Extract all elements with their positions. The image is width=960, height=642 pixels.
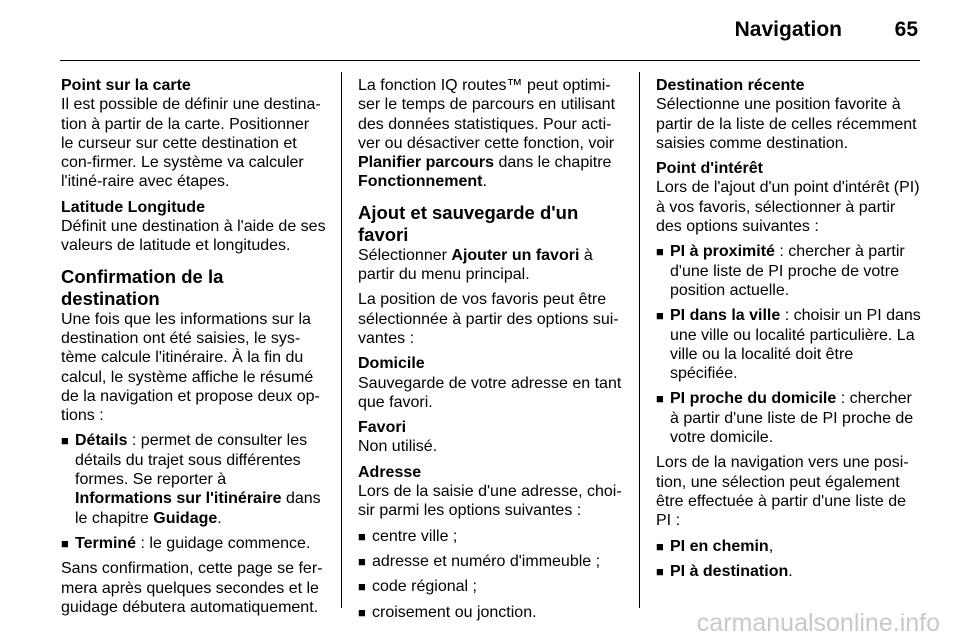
punctuation: , bbox=[768, 537, 774, 555]
bullet-icon: ■ bbox=[358, 528, 366, 544]
bullet-icon: ■ bbox=[358, 579, 366, 595]
bullet-list bbox=[656, 537, 921, 582]
list-item bbox=[358, 603, 623, 622]
paragraph: La position de vos favoris peut être sélectionnée à partir des options sui-vantes : bbox=[358, 291, 619, 347]
bullet-icon: ■ bbox=[656, 563, 664, 579]
item-text: : choisir un PI dans une ville ou localité particulière. La ville ou la localité doit être spécifiée. bbox=[670, 307, 921, 383]
section-heading: Ajout et sauvegarde d'un favori bbox=[358, 201, 579, 245]
subheading: Latitude Longitude bbox=[61, 198, 205, 216]
section-point-interet bbox=[656, 159, 921, 447]
section-lat-long bbox=[61, 198, 326, 256]
column-3 bbox=[656, 76, 921, 587]
chapter-reference[interactable]: Guidage bbox=[153, 509, 218, 527]
page-header bbox=[60, 0, 920, 61]
paragraph: Sélectionne une position favorite à partir de la liste de celles récemment saisies comme destination. bbox=[656, 96, 917, 152]
section-heading: Confirmation de la destination bbox=[61, 265, 224, 309]
list-item bbox=[358, 577, 623, 596]
paragraph: Sauvegarde de votre adresse en tant que favori. bbox=[358, 374, 622, 411]
item-text: croisement ou jonction. bbox=[372, 603, 537, 621]
list-item bbox=[656, 562, 921, 581]
bullet-list bbox=[61, 431, 326, 553]
paragraph: Lors de l'ajout d'un point d'intérêt (PI) à vos favoris, sélectionner à partir des options suivantes : bbox=[656, 179, 920, 236]
item-text: centre ville ; bbox=[372, 527, 458, 545]
section-adresse bbox=[358, 463, 623, 622]
menu-reference[interactable]: Ajouter un favori bbox=[451, 246, 580, 264]
paragraph: Il est possible de définir une destina-tion à partir de la carte. Positionner le curseur sur cette destination et con-firmer. Le système va calculer l'itiné-raire avec étapes. bbox=[61, 96, 321, 191]
section-destination-recente bbox=[656, 76, 921, 153]
bullet-list bbox=[358, 527, 623, 622]
list-item bbox=[656, 389, 921, 447]
subheading: Favori bbox=[358, 419, 407, 437]
bullet-icon: ■ bbox=[656, 308, 664, 324]
text: à partir du menu principal. bbox=[358, 246, 593, 284]
chapter-reference[interactable]: Fonctionnement bbox=[358, 173, 483, 191]
bullet-icon: ■ bbox=[61, 433, 69, 449]
bullet-icon: ■ bbox=[656, 244, 664, 260]
subheading: Destination récente bbox=[656, 77, 805, 94]
list-item bbox=[656, 306, 921, 383]
paragraph: Une fois que les informations sur la destination ont été saisies, le sys-tème calcule l'itinéraire. À la fin du calcul, le système affiche le résumé de la navigation et propose deux op-tions : bbox=[61, 310, 320, 425]
list-item bbox=[656, 242, 921, 300]
paragraph: Sans confirmation, cette page se fer-mera après quelques secondes et le guidage débutera automatiquement. bbox=[61, 560, 323, 616]
subheading: Point sur la carte bbox=[61, 77, 191, 94]
bullet-icon: ■ bbox=[61, 535, 69, 551]
subheading: Domicile bbox=[358, 355, 425, 373]
item-text: dans le chapitre bbox=[75, 490, 321, 527]
punctuation: . bbox=[788, 562, 793, 580]
item-text: : permet de consulter les détails du trajet sous différentes formes. Se reporter à bbox=[75, 432, 308, 489]
bold-term: PI proche du domicile bbox=[670, 390, 837, 408]
text: Sélectionner bbox=[358, 246, 452, 264]
section-point-carte bbox=[61, 76, 326, 192]
paragraph: Lors de la navigation vers une posi-tion, une sélection peut également être effectuée à partir d'une liste de PI : bbox=[656, 454, 909, 530]
paragraph: Non utilisé. bbox=[358, 438, 438, 456]
cross-reference-link[interactable]: Informations sur l'itinéraire bbox=[75, 490, 282, 508]
text: La fonction IQ routes™ peut optimi-ser le temps de parcours en utilisant des données statistiques. Pour acti-ver ou désactiver cette fonction, voir bbox=[358, 77, 616, 152]
bold-term: Détails bbox=[75, 432, 128, 450]
chapter-reference[interactable]: Planifier parcours bbox=[358, 154, 495, 172]
list-item bbox=[61, 431, 326, 527]
bullet-icon: ■ bbox=[656, 538, 664, 554]
bold-term: PI à proximité bbox=[670, 243, 775, 261]
subheading: Point d'intérêt bbox=[656, 160, 763, 178]
list-item bbox=[358, 552, 623, 571]
list-item bbox=[61, 534, 326, 553]
punctuation: . bbox=[217, 509, 222, 527]
section-domicile bbox=[358, 354, 623, 412]
paragraph: Lors de la saisie d'une adresse, choi-sir parmi les options suivantes : bbox=[358, 483, 622, 520]
page-title: Navigation bbox=[734, 18, 842, 41]
item-text: adresse et numéro d'immeuble ; bbox=[372, 552, 601, 570]
bold-term: Terminé bbox=[75, 534, 137, 552]
bullet-list bbox=[656, 242, 921, 447]
bold-term: PI dans la ville bbox=[670, 307, 781, 325]
paragraph-intro bbox=[358, 76, 623, 192]
item-text: : le guidage commence. bbox=[136, 534, 311, 552]
column-1 bbox=[61, 76, 326, 623]
column-divider bbox=[341, 72, 342, 608]
page-number: 65 bbox=[894, 18, 918, 41]
paragraph bbox=[358, 246, 623, 285]
bold-term: PI en chemin bbox=[670, 537, 769, 555]
watermark: carmanualsonline.info bbox=[696, 609, 940, 637]
section-favori bbox=[358, 418, 623, 457]
bullet-icon: ■ bbox=[656, 391, 664, 407]
list-item bbox=[656, 537, 921, 556]
item-text: : chercher à partir d'une liste de PI proche de votre position actuelle. bbox=[670, 243, 905, 299]
column-2 bbox=[358, 76, 623, 628]
text: dans le chapitre bbox=[494, 154, 612, 172]
subheading: Adresse bbox=[358, 463, 422, 481]
list-item bbox=[358, 527, 623, 546]
column-divider bbox=[639, 72, 640, 608]
bold-term: PI à destination bbox=[670, 562, 789, 580]
bullet-icon: ■ bbox=[358, 604, 366, 620]
item-text: : chercher à partir d'une liste de PI proche de votre domicile. bbox=[670, 390, 914, 447]
bullet-icon: ■ bbox=[358, 553, 366, 569]
item-text: code régional ; bbox=[372, 578, 477, 596]
paragraph: Définit une destination à l'aide de ses valeurs de latitude et longitudes. bbox=[61, 218, 326, 255]
punctuation: . bbox=[482, 173, 487, 191]
